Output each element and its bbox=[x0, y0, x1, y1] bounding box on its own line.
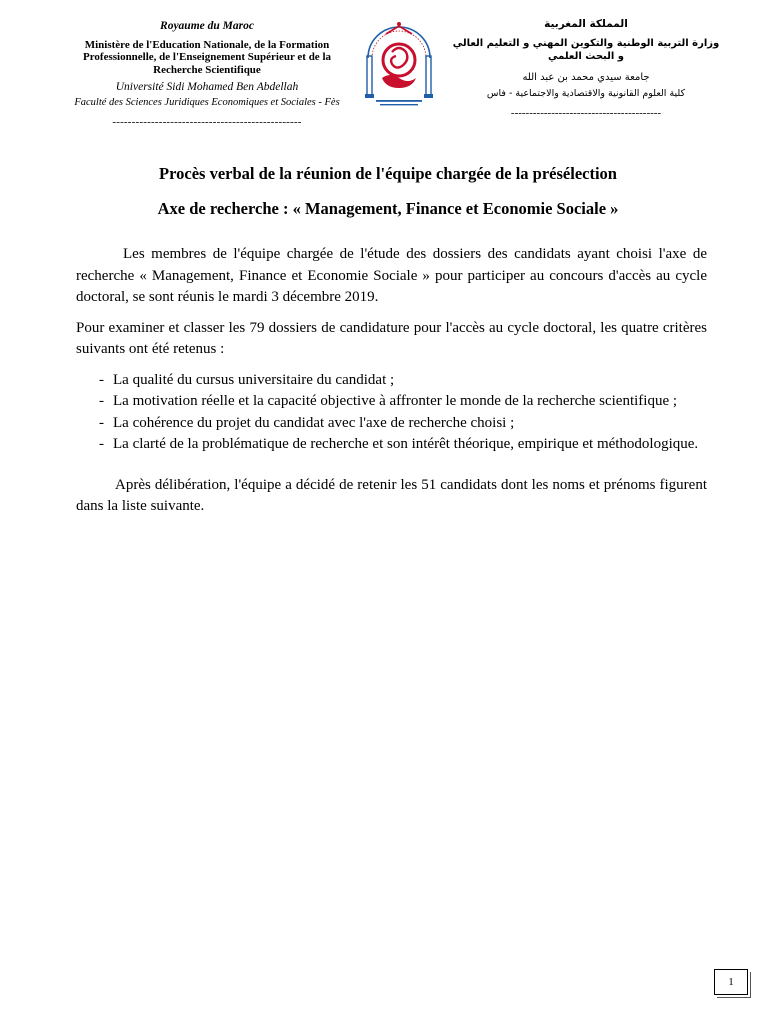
criteria-list bbox=[76, 370, 707, 456]
bullet-dash: - bbox=[99, 436, 104, 452]
document-title: Procès verbal de la réunion de l'équipe chargée de la présélection bbox=[159, 164, 617, 183]
faculty-name-ar: كلية العلوم القانونية والاقتصادية والاجتماعية - فاس bbox=[486, 88, 686, 99]
ministry-line-ar: و البحث العلمي bbox=[548, 51, 624, 62]
ministry-line: Ministère de l'Education Nationale, de la Formation bbox=[84, 38, 330, 51]
header-left-french bbox=[66, 20, 348, 129]
ministry-name-ar bbox=[446, 37, 726, 63]
research-axis-title: Axe de recherche : « Management, Finance et Economie Sociale » bbox=[157, 199, 619, 218]
university-emblem-icon bbox=[354, 8, 444, 114]
header-separator-right: ----------------------------------------- bbox=[510, 107, 662, 119]
header-separator-left: ------------------------------------------------- bbox=[112, 116, 302, 128]
bullet-dash: - bbox=[99, 393, 104, 409]
list-item bbox=[76, 413, 707, 435]
ministry-line: Recherche Scientifique bbox=[153, 63, 261, 76]
criteria-intro-paragraph: Pour examiner et classer les 79 dossiers de candidature pour l'accès au cycle doctoral, les quatre critères suivants ont été retenus : bbox=[76, 319, 707, 357]
kingdom-name-fr: Royaume du Maroc bbox=[160, 20, 254, 32]
ministry-line: Professionnelle, de l'Enseignement Supérieur et de la bbox=[83, 51, 331, 63]
university-name-ar: جامعة سيدي محمد بن عبد الله bbox=[522, 72, 650, 83]
list-item bbox=[76, 370, 707, 392]
header-right-arabic bbox=[446, 18, 726, 120]
faculty-name-fr: Faculté des Sciences Juridiques Economiques et Sociales - Fès bbox=[74, 96, 340, 108]
list-item bbox=[76, 391, 707, 413]
criterion-text: La cohérence du projet du candidat avec l'axe de recherche choisi ; bbox=[113, 414, 515, 431]
bullet-dash: - bbox=[99, 414, 104, 431]
ministry-line-ar: وزارة التربية الوطنية والتكوين المهني و التعليم العالي bbox=[452, 38, 720, 49]
criterion-text: La clarté de la problématique de recherche et son intérêt théorique, empirique et méthodologique. bbox=[113, 436, 699, 452]
criterion-text: La qualité du cursus universitaire du candidat ; bbox=[113, 371, 395, 388]
document-body bbox=[76, 244, 707, 518]
page-number: 1 bbox=[714, 969, 748, 995]
university-name-fr: Université Sidi Mohamed Ben Abdellah bbox=[115, 81, 299, 93]
bullet-dash: - bbox=[99, 371, 104, 388]
criterion-text: La motivation réelle et la capacité objective à affronter le monde de la recherche scientifique ; bbox=[113, 393, 678, 409]
intro-paragraph: Les membres de l'équipe chargée de l'étude des dossiers des candidats ayant choisi l'axe de recherche « Management, Finance et Economie Sociale » pour participer au concours d'accès au cycle doctoral, se sont réunis le mardi 3 décembre 2019. bbox=[76, 246, 707, 305]
list-item bbox=[76, 434, 707, 456]
kingdom-name-ar: المملكة المغربية bbox=[544, 18, 628, 30]
ministry-name-fr bbox=[66, 39, 348, 77]
conclusion-paragraph: Après délibération, l'équipe a décidé de retenir les 51 candidats dont les noms et prénoms figurent dans la liste suivante. bbox=[76, 476, 707, 514]
